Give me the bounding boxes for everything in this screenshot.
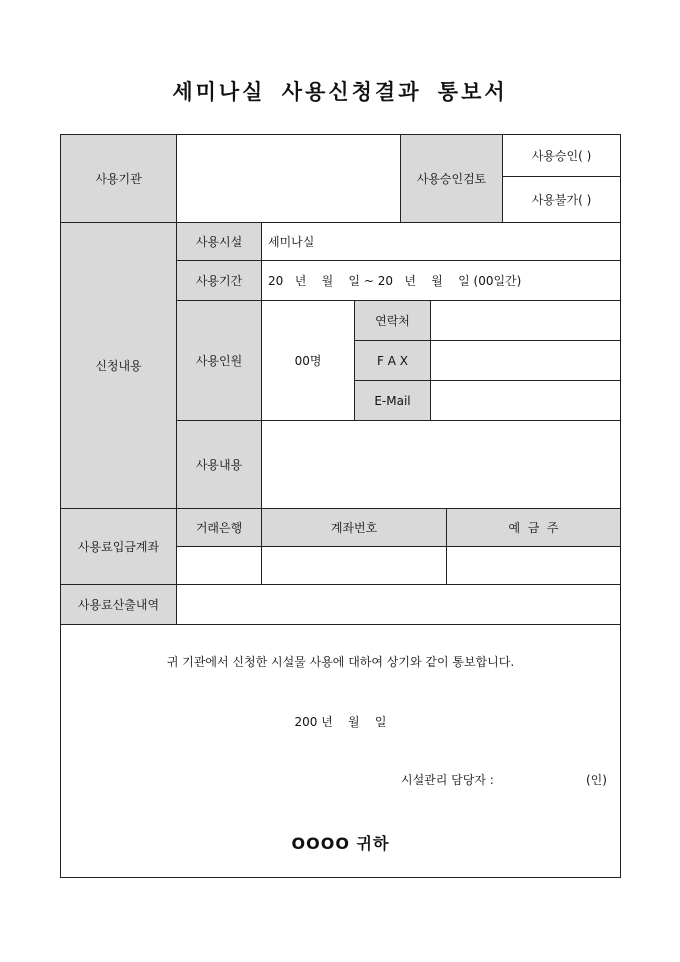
seal-mark: (인)	[586, 773, 607, 787]
notice-form	[60, 134, 621, 878]
content-label: 사용내용	[177, 421, 262, 509]
notice-footer	[61, 625, 620, 877]
account-holder-label: 예 금 주	[447, 509, 620, 547]
account-number-value[interactable]	[262, 547, 447, 585]
period-value[interactable]: 20 년 월 일 ~ 20 년 월 일 (00일간)	[262, 261, 620, 301]
period-label: 사용기간	[177, 261, 262, 301]
contact-value[interactable]	[431, 301, 620, 341]
fax-label: F A X	[355, 341, 431, 381]
recipient: OOOO 귀하	[291, 834, 390, 853]
review-label: 사용승인검토	[401, 135, 503, 223]
facility-label: 사용시설	[177, 223, 262, 261]
agency-value[interactable]	[177, 135, 401, 223]
application-section-label: 신청내용	[61, 223, 177, 509]
account-number-label: 계좌번호	[262, 509, 447, 547]
facility-value[interactable]: 세미나실	[262, 223, 620, 261]
content-value[interactable]	[262, 421, 620, 509]
bank-value[interactable]	[177, 547, 262, 585]
people-value[interactable]: 00명	[262, 301, 355, 421]
fee-value[interactable]	[177, 585, 620, 625]
document-title: 세미나실 사용신청결과 통보서	[172, 79, 508, 104]
email-label: E-Mail	[355, 381, 431, 421]
email-value[interactable]	[431, 381, 620, 421]
notice-date: 200 년 월 일	[294, 715, 387, 729]
manager-label: 시설관리 담당자 :	[401, 773, 494, 787]
notice-text: 귀 기관에서 신청한 시설물 사용에 대하여 상기와 같이 통보합니다.	[166, 655, 515, 669]
fee-label: 사용료산출내역	[61, 585, 177, 625]
reject-option[interactable]: 사용불가( )	[503, 177, 620, 223]
approve-option[interactable]: 사용승인( )	[503, 135, 620, 177]
account-section-label: 사용료입금계좌	[61, 509, 177, 585]
fax-value[interactable]	[431, 341, 620, 381]
people-label: 사용인원	[177, 301, 262, 421]
account-holder-value[interactable]	[447, 547, 620, 585]
agency-label: 사용기관	[61, 135, 177, 223]
bank-label: 거래은행	[177, 509, 262, 547]
contact-label: 연락처	[355, 301, 431, 341]
